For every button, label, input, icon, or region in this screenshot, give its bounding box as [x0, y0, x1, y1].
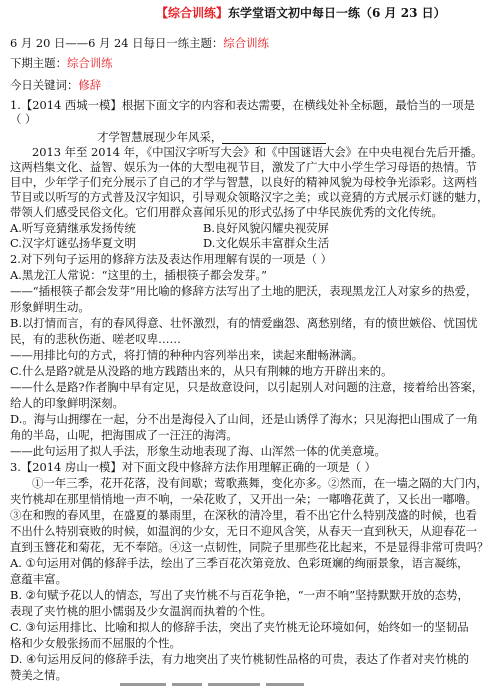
q2-line: ——“插根筷子都会发芽”用比喻的修辞方法写出了土地的肥沃，表现黑龙江人对家乡的热爱，	[10, 284, 478, 298]
q2-line: 2.对下列句子运用的修辞方法及表达作用理解有误的一项是（ ）	[10, 252, 333, 266]
keyword-label: 今日关键词：	[10, 78, 79, 92]
next-topic-value: 综合训练	[66, 56, 113, 70]
q1-option-b: B.良好风貌闪耀央视荧屏	[203, 221, 329, 235]
q2-line: D.。海与山拥缪在一起，分不出是海侵入了山间，还是山诱俘了海水；只见海把山围成了一角	[10, 412, 478, 426]
q1-option-d: D.文化娱乐丰富群众生活	[203, 236, 330, 250]
cut-off-line	[120, 683, 360, 691]
keyword	[10, 79, 101, 92]
q1-option-c: C.汉字灯谜弘扬华夏文明	[10, 236, 136, 250]
q2-line: ——什么是路?作者胸中早有定见，只是故意设问，以引起别人对问题的注意，接着给出答案，	[10, 380, 484, 394]
q3-line: 直到玉簪花和菊花，无不奉陪。④这一点韧性，同院子里那些花比起来，不是显得非常可贵吗？	[10, 540, 489, 554]
q3-line: 夹竹桃却在那里悄悄地一声不响，一朵花败了，又开出一朵；一嘟噜花黄了，又长出一嘟噜。	[10, 492, 478, 506]
q1-passage-5: 带领人们感受民俗文化。它们用群众喜闻乐见的形式弘扬了中华民族优秀的文化传统。	[10, 205, 443, 219]
q3-line: ①一年三季，花开花落，没有间歇；莺歌燕舞，变化亦多。②然而，在一墙之隔的大门内，	[32, 476, 488, 490]
next-topic	[10, 57, 113, 70]
q1-answer-blank	[222, 132, 326, 144]
q1-passage-1: 2013 年至 2014 年，《中国汉字听写大会》和《中国谜语大会》在中央电视台先后开播。	[32, 145, 483, 159]
q1-headline	[97, 131, 326, 144]
q1-passage-3: 目中，少年学子们充分展示了自己的才学与智慧，以良好的精神风貌为母校争光添彩。这两档	[10, 175, 478, 189]
q3-line: ③在和煦的春风里，在盛夏的暴雨里，在深秋的清冷里，看不出它什么特别茂盛的时候，也看	[10, 508, 478, 522]
q3-line: C. ③句运用排比、比喻和拟人的修辞手法，突出了夹竹桃无论环境如何，始终如一的坚韧品	[10, 620, 469, 634]
q3-line: 3.【2014 房山一模】对下面文段中修辞方法作用理解正确的一项是（ ）	[10, 460, 377, 474]
topic-line-value: 综合训练	[223, 36, 269, 50]
q3-line: D. ④句运用反问的修辞手法，有力地突出了夹竹桃韧性品格的可贵，表达了作者对夹竹桃的	[10, 652, 470, 666]
q1-stem-1: 1.【2014 西城一模】根据下面文字的内容和表达需要，在横线处补全标题，最恰当的一项是	[10, 98, 475, 112]
q2-line: 形象鲜明生动。	[10, 300, 90, 314]
topic-line	[10, 37, 269, 50]
topic-line-label: 6 月 20 日——6 月 24 日每日一练主题：	[10, 36, 224, 50]
q2-line: ——此句运用了拟人手法，形象生动地表现了海、山浑然一体的优美意境。	[10, 444, 386, 458]
q2-line: 给人的印象鲜明深刻。	[10, 396, 124, 410]
q3-line: 意蕴丰富。	[10, 572, 67, 586]
q3-line: B. ②句赋予花以人的情态，写出了夹竹桃不与百花争艳，“一声不响”坚持默默开放的态势，	[10, 588, 469, 602]
q2-line: A.黑龙江人常说：“这里的土，插根筷子都会发芽。”	[10, 268, 267, 282]
q3-line: 表现了夹竹桃的胆小懦弱及少女温润而执着的个性。	[10, 604, 272, 618]
q3-line: A. ①句运用对偶的修辞手法，绘出了三季百花次第竞放、色彩斑斓的绚丽景象，语言凝练，	[10, 556, 469, 570]
q2-line: 民，有的悲秋伤逝、嗟老叹卑……	[10, 332, 181, 346]
q1-passage-4: 节目或以听写的方式普及汉字知识，引导观众领略汉字之美；或以竞猜的方式展示灯谜的魅力，	[10, 190, 489, 204]
next-topic-label: 下期主题：	[10, 56, 67, 70]
page-title	[156, 7, 446, 20]
q3-line: 格和少女般张扬而不屈服的个性。	[10, 636, 181, 650]
q3-line: 赞美之情。	[10, 668, 67, 682]
keyword-value: 修辞	[78, 78, 102, 92]
title-text: 东学堂语文初中每日一练（6 月 23 日）	[228, 6, 446, 20]
q1-passage-2: 这两档集文化、益智、娱乐为一体的大型电视节目，激发了广大中小学生学习母语的热情。节	[10, 160, 478, 174]
q1-option-a: A.听写竞猜继承发扬传统	[10, 221, 136, 235]
q2-line: ——用排比句的方式，将打情的种种内容列举出来，读起来酣畅淋漓。	[10, 348, 364, 362]
q1-stem-2: （ ）	[10, 112, 37, 126]
q2-line: B.以打情而言，有的春风得意、壮怀激烈，有的情爱幽怨、离愁别绪，有的愤世嫉俗、忧国忧	[10, 316, 478, 330]
q2-line: C.什么是路?就是从没路的地方践踏出来的，从只有荆棘的地方开辟出来的。	[10, 364, 393, 378]
q2-line: 角的半岛，山呢，把海围成了一汪汪的海湾。	[10, 428, 238, 442]
q3-line: 不出什么特别衰败的时候，如温润的少女，无日不迎风含笑，从春天一直到秋天，从迎春花一	[10, 524, 478, 538]
title-tag: 【综合训练】	[156, 6, 229, 20]
q1-headline-prefix: 才学智慧展现少年风采，	[97, 130, 223, 144]
